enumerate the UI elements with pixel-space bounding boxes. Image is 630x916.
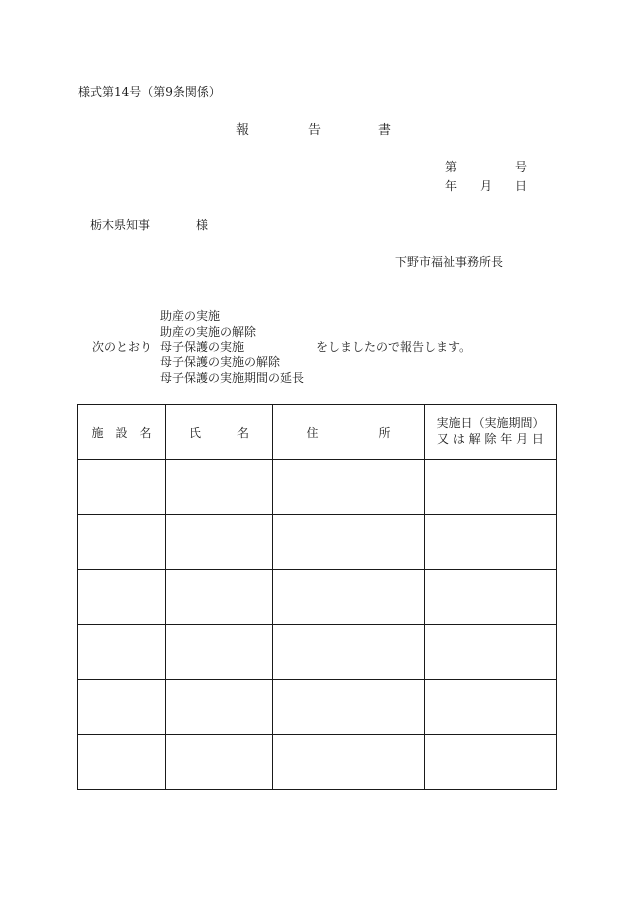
addressee-name: 栃木県知事 [90,218,151,232]
cell-address[interactable] [273,460,425,515]
cell-date[interactable] [425,515,557,570]
title-char: 告 [308,123,322,138]
sender-title: 下野市福祉事務所長 [395,255,504,269]
report-table [77,404,557,790]
cell-facility[interactable] [78,570,166,625]
cell-date[interactable] [425,460,557,515]
cell-facility[interactable] [78,460,166,515]
option-line: 助産の実施 [160,309,221,323]
year-label: 年 [445,179,458,193]
title-char: 書 [378,123,392,138]
cell-date[interactable] [425,625,557,680]
header-address: 住 所 [273,405,425,460]
cell-date[interactable] [425,570,557,625]
table-row [78,570,557,625]
cell-address[interactable] [273,625,425,680]
option-line: 母子保護の実施の解除 [160,355,281,369]
day-label: 日 [515,179,528,193]
table-row [78,680,557,735]
table-row [78,460,557,515]
body-suffix: をしましたので報告します。 [316,340,472,354]
cell-address[interactable] [273,570,425,625]
header-name: 氏 名 [166,405,273,460]
go-label: 号 [515,160,528,174]
cell-facility[interactable] [78,735,166,790]
header-date [425,405,557,460]
cell-name[interactable] [166,570,273,625]
cell-address[interactable] [273,515,425,570]
dai-label: 第 [445,160,458,174]
header-date-line2: 又 は 解 除 年 月 日 [437,432,544,446]
cell-name[interactable] [166,515,273,570]
cell-facility[interactable] [78,515,166,570]
table-row [78,515,557,570]
header-facility: 施 設 名 [78,405,166,460]
option-line: 助産の実施の解除 [160,325,257,339]
cell-name[interactable] [166,460,273,515]
cell-name[interactable] [166,625,273,680]
table-row [78,625,557,680]
cell-address[interactable] [273,735,425,790]
form-number: 様式第14号（第9条関係） [78,85,221,99]
cell-date[interactable] [425,680,557,735]
month-label: 月 [480,179,493,193]
cell-name[interactable] [166,680,273,735]
table-row [78,735,557,790]
cell-date[interactable] [425,735,557,790]
table-header-row [78,405,557,460]
cell-address[interactable] [273,680,425,735]
cell-name[interactable] [166,735,273,790]
cell-facility[interactable] [78,625,166,680]
header-date-line1: 実施日（実施期間） [436,416,545,431]
addressee-honorific: 様 [196,218,209,232]
option-line: 母子保護の実施期間の延長 [160,371,305,385]
body-prefix: 次のとおり [92,340,153,354]
option-line: 母子保護の実施 [160,340,245,354]
cell-facility[interactable] [78,680,166,735]
title-char: 報 [236,123,250,138]
